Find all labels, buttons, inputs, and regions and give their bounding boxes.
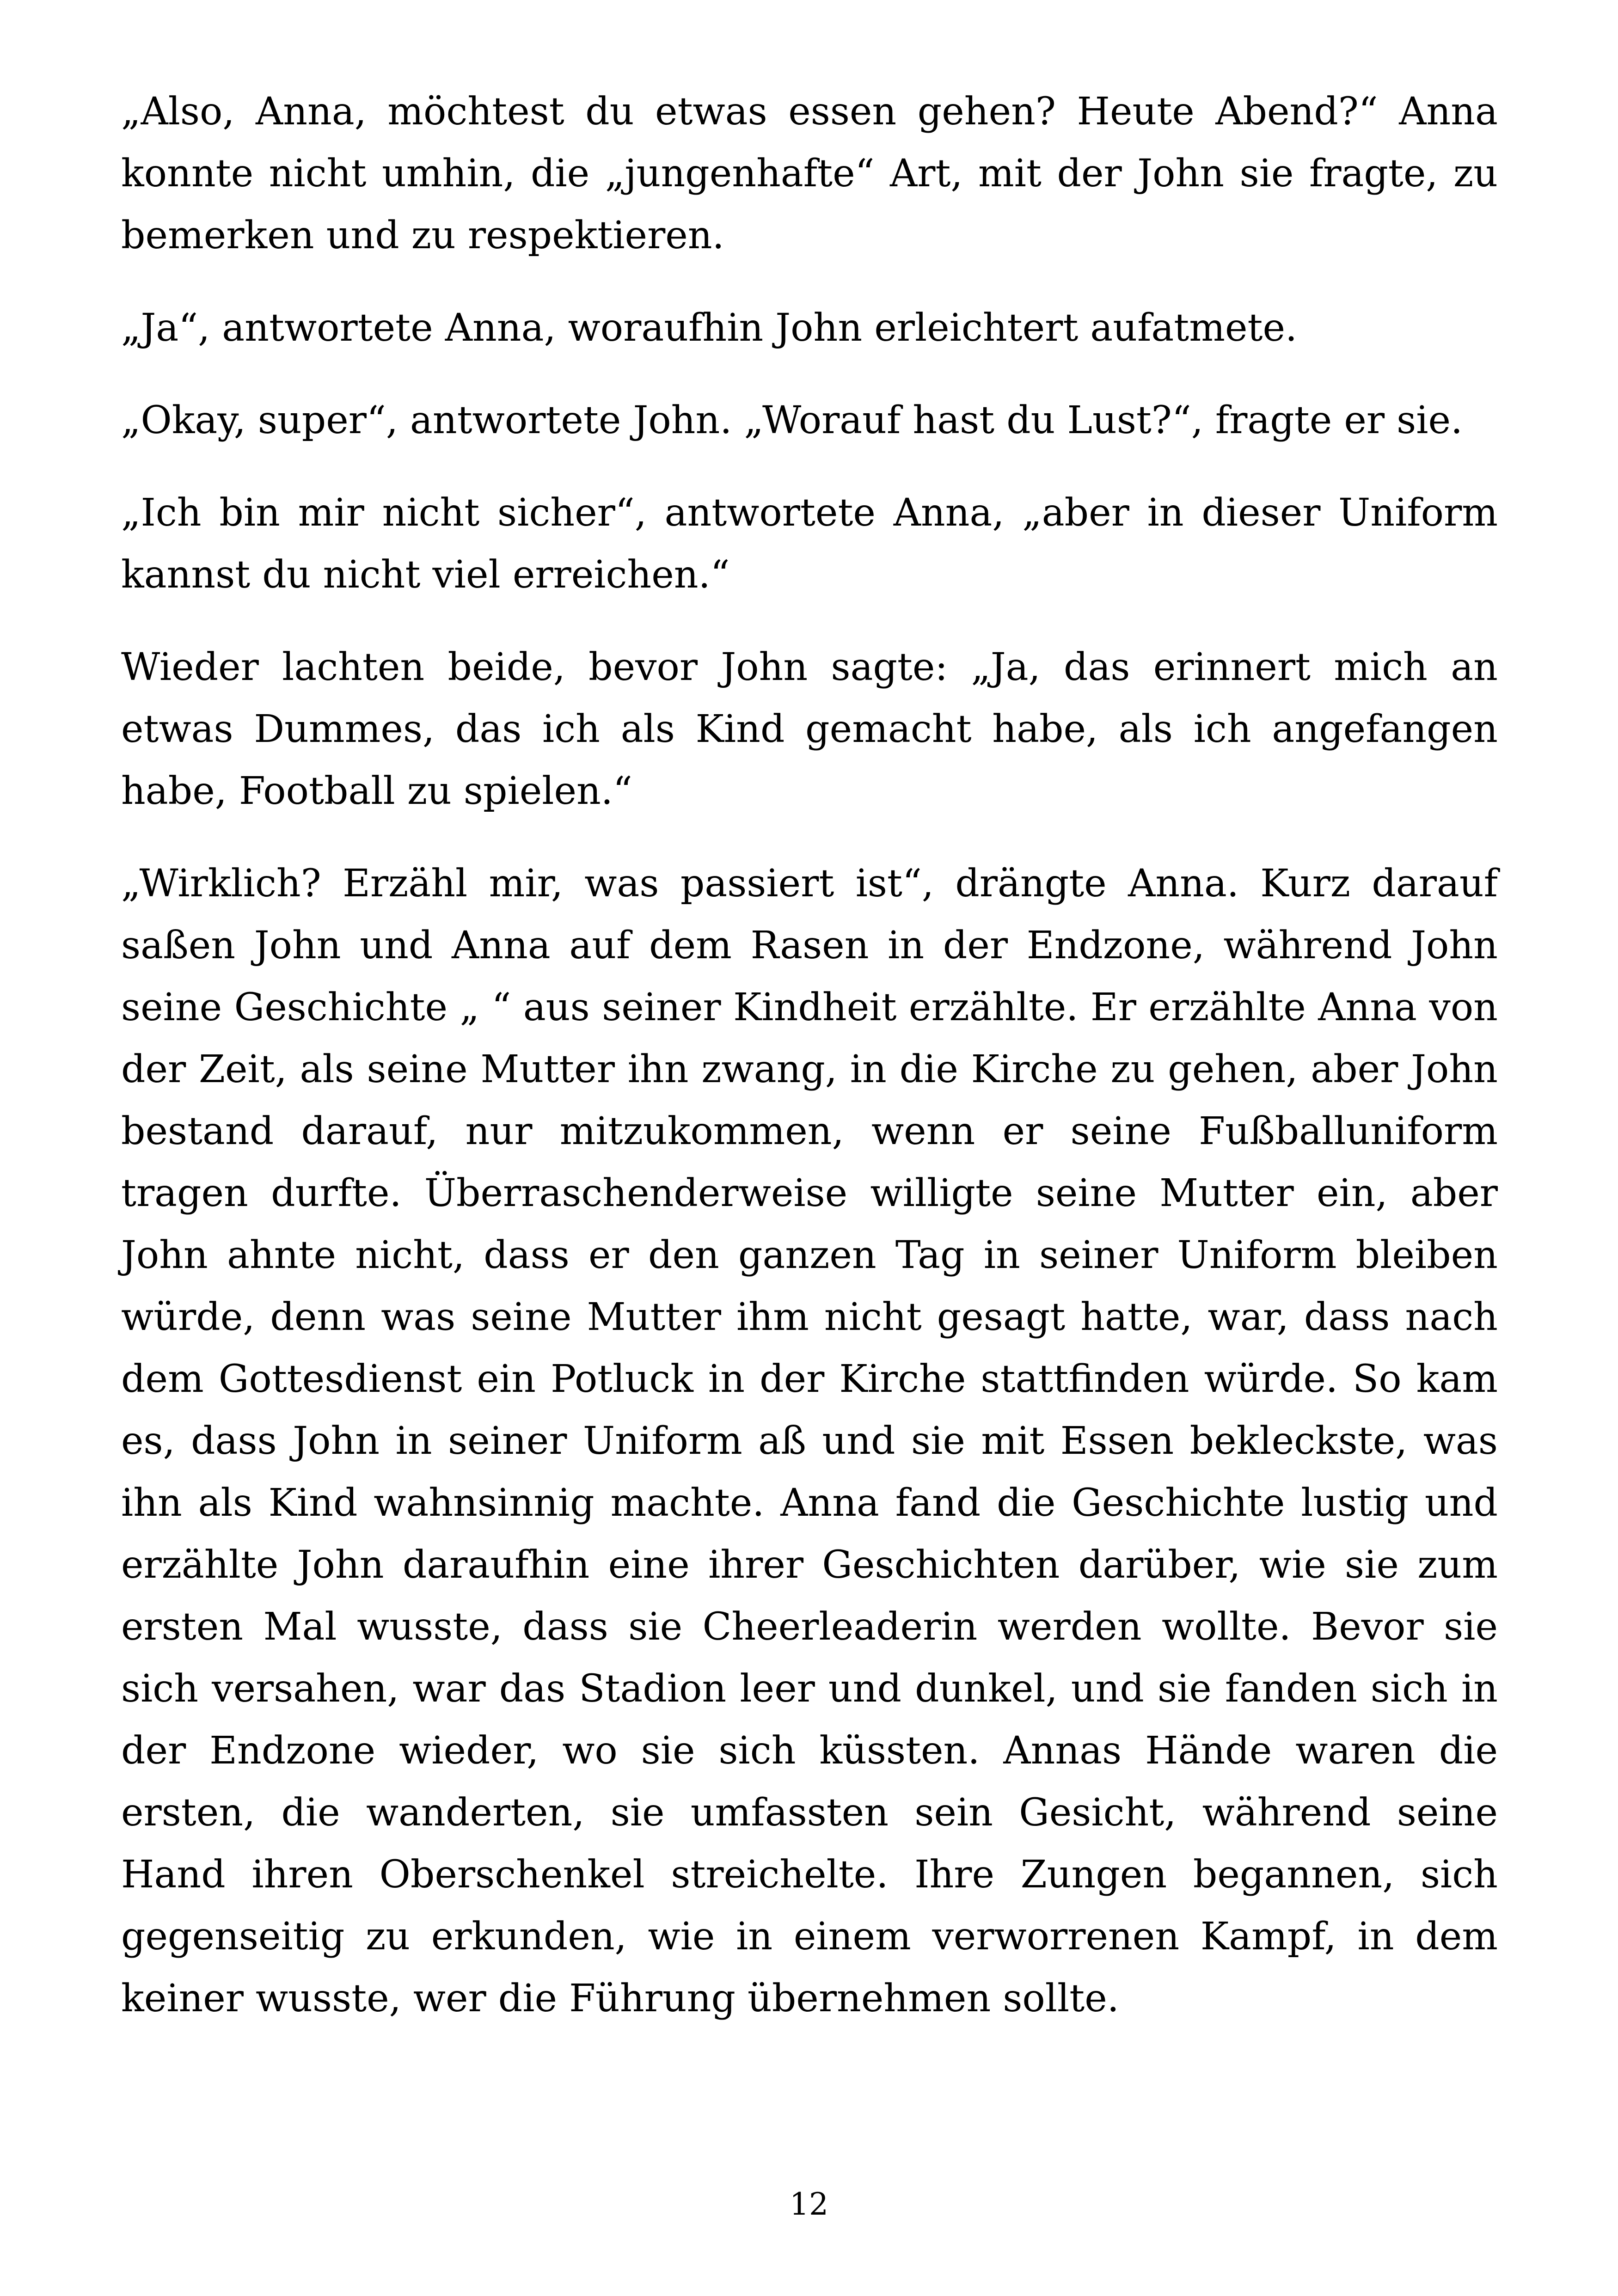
paragraph-6: „Wirklich? Erzähl mir, was passiert ist“, drängte Anna. Kurz darauf saßen John und Anna auf dem Rasen in der Endzone, während John seine Geschichte „ “ aus seiner Kindheit erzählte. Er erzählte Anna von der Zeit, als seine Mutter ihn zwang, in die Kirche zu gehen, aber John bestand darauf, nur mitzukommen, wenn er seine Fußballuniform tragen durfte. Überraschenderweise willigte seine Mutter ein, aber John ahnte nicht, dass er den ganzen Tag in seiner Uniform bleiben würde, denn was seine Mutter ihm nicht gesagt hatte, war, dass nach dem Gottesdienst ein Potluck in der Kirche stattfinden würde. So kam es, dass John in seiner Uniform aß und sie mit Essen bekleckste, was ihn als Kind wahnsinnig machte. Anna fand die Geschichte lustig und erzählte John daraufhin eine ihrer Geschichten darüber, wie sie zum ersten Mal wusste, dass sie Cheerleaderin werden wollte. Bevor sie sich versahen, war das Stadion leer und dunkel, und sie fanden sich in der Endzone wieder, wo sie sich küssten. Annas Hände waren die ersten, die wanderten, sie umfassten sein Gesicht, während seine Hand ihren Oberschenkel streichelte. Ihre Zungen begannen, sich gegenseitig zu erkunden, wie in einem verworrenen Kampf, in dem keiner wusste, wer die Führung übernehmen sollte. [121,862,1498,2020]
paragraph-1: „Also, Anna, möchtest du etwas essen gehen? Heute Abend?“ Anna konnte nicht umhin, die „jungenhafte“ Art, mit der John sie fragte, zu bemerken und zu respektieren. [121,90,1498,257]
paragraph-4: „Ich bin mir nicht sicher“, antwortete Anna, „aber in dieser Uniform kannst du nicht viel erreichen.“ [121,491,1498,597]
body-text [121,81,1498,2060]
page-number: 12 [790,2186,828,2222]
paragraph-2: „Ja“, antwortete Anna, woraufhin John erleichtert aufatmete. [121,306,1298,350]
paragraph-5: Wieder lachten beide, bevor John sagte: „Ja, das erinnert mich an etwas Dummes, das ich als Kind gemacht habe, als ich angefangen habe, Football zu spielen.“ [121,645,1498,813]
paragraph-3: „Okay, super“, antwortete John. „Worauf hast du Lust?“, fragte er sie. [121,398,1463,442]
